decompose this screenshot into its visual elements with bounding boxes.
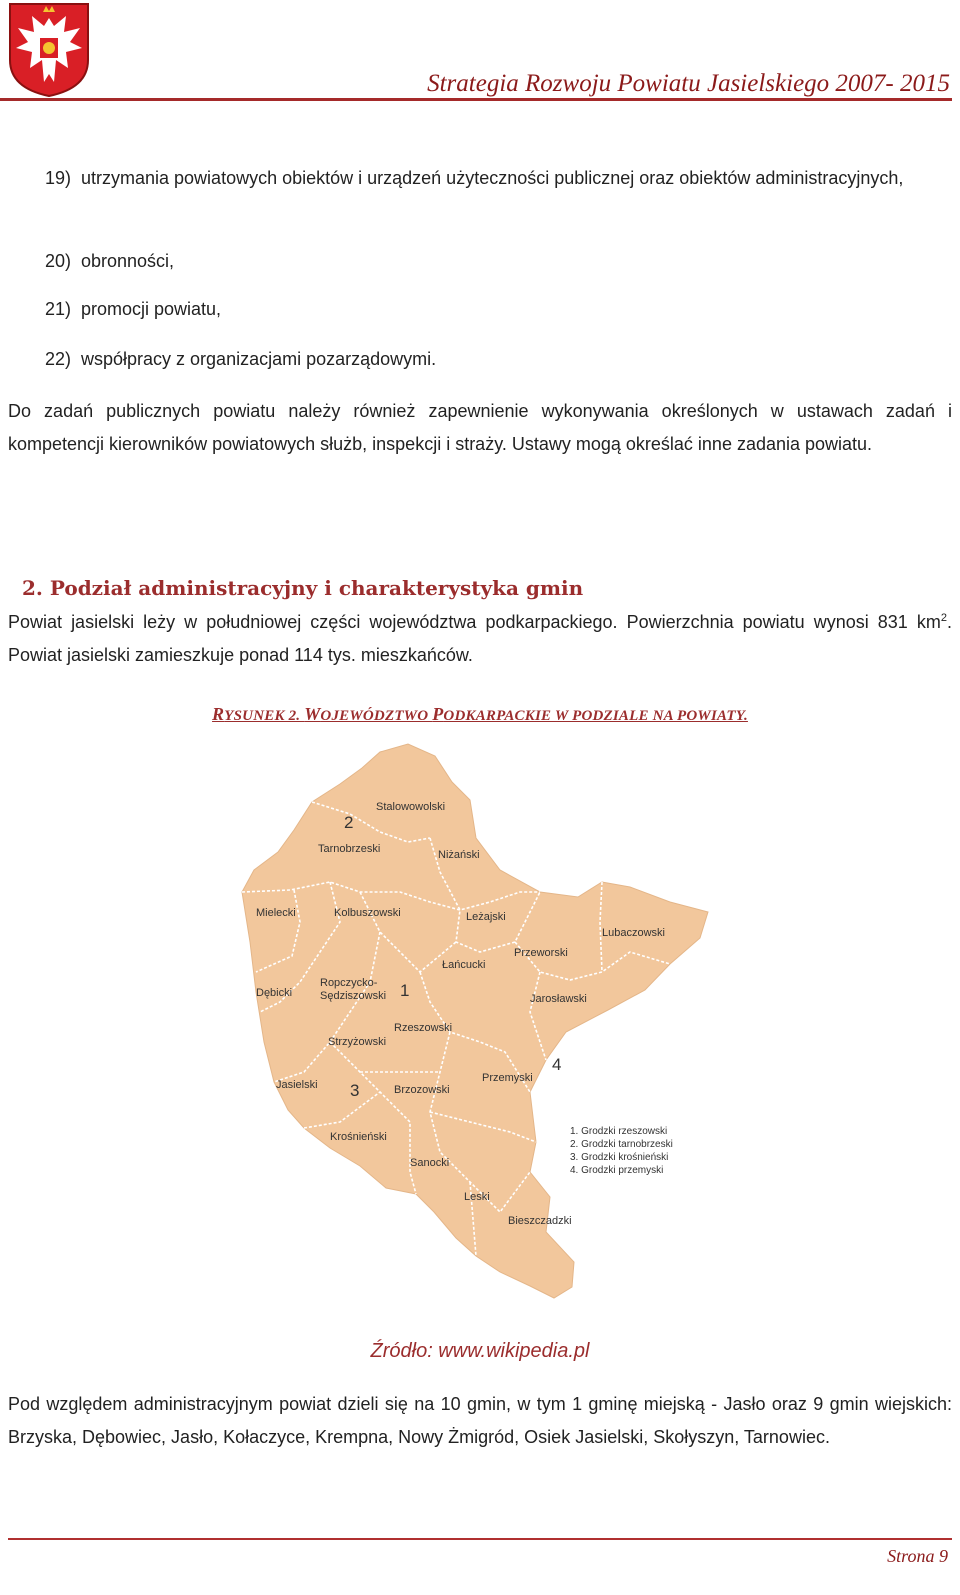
district-label: Kolbuszowski — [334, 907, 401, 919]
list-item — [45, 294, 952, 325]
city-marker: 4 — [552, 1055, 562, 1074]
list-item-number: 19) — [45, 168, 72, 188]
district-label: Krośnieński — [330, 1131, 387, 1143]
district-label: Bieszczadzki — [508, 1215, 572, 1227]
legend-entry: 3. Grodzki krośnieński — [570, 1152, 669, 1163]
list-item — [45, 344, 952, 375]
county-crest-eagle-icon — [8, 2, 90, 98]
location-text-part1: Powiat jasielski leży w południowej części województwa podkarpackiego. Powierzchnia powiatu wynosi 831 km — [8, 612, 941, 632]
district-label: Sanocki — [410, 1157, 450, 1169]
district-label: Łańcucki — [442, 959, 486, 971]
section-heading — [22, 576, 583, 600]
list-item-text: obronności, — [81, 251, 175, 271]
public-tasks-paragraph: Do zadań publicznych powiatu należy również zapewnienie wykonywania określonych w ustawach zadań i kompetencji kierowników powiatowych służb, inspekcji i straży. Ustawy mogą określać inne zadania powiatu. — [8, 401, 952, 454]
map-outline — [242, 744, 708, 1298]
district-label: Lubaczowski — [602, 927, 665, 939]
list-item-number: 20) — [45, 251, 72, 271]
footer-divider — [8, 1538, 952, 1540]
podkarpackie-districts-map — [230, 742, 710, 1302]
area-unit-superscript: 2 — [940, 612, 947, 624]
location-paragraph — [8, 606, 952, 672]
district-label: Niżański — [438, 849, 480, 861]
district-label: Przeworski — [514, 947, 568, 959]
district-label: Sędziszowski — [320, 990, 387, 1002]
legend-entry: 4. Grodzki przemyski — [570, 1165, 664, 1176]
district-label: Mielecki — [256, 907, 296, 919]
district-label: Leżajski — [466, 911, 506, 923]
district-label: Brzozowski — [394, 1084, 450, 1096]
document-header-title: Strategia Rozwoju Powiatu Jasielskiego 2007- 2015 — [427, 70, 950, 97]
district-label: Przemyski — [482, 1072, 533, 1084]
district-label: Jarosławski — [530, 993, 587, 1005]
list-item-number: 22) — [45, 349, 72, 369]
district-label: Tarnobrzeski — [318, 843, 381, 855]
section-title: Podział administracyjny i charakterystyka gmin — [49, 576, 584, 600]
map-legend — [570, 1126, 673, 1176]
district-label: Rzeszowski — [394, 1022, 453, 1034]
list-item — [45, 246, 952, 277]
page-number: Strona 9 — [887, 1546, 948, 1566]
list-item-text: promocji powiatu, — [81, 299, 222, 319]
district-label: Strzyżowski — [328, 1036, 387, 1048]
gminy-paragraph: Pod względem administracyjnym powiat dzieli się na 10 gmin, w tym 1 gminę miejską - Jasło oraz 9 gmin wiejskich: Brzyska, Dębowiec, Jasło, Kołaczyce, Krempna, Nowy Żmigród, Osiek Jasielski, Skołyszyn, Tarnowiec. — [8, 1394, 952, 1447]
district-label: Dębicki — [256, 987, 293, 999]
list-item-text: utrzymania powiatowych obiektów i urządzeń użyteczności publicznej oraz obiektów administracyjnych, — [81, 168, 904, 188]
district-label: Jasielski — [276, 1079, 318, 1091]
section-number: 2. — [22, 576, 43, 600]
district-label: Leski — [464, 1191, 490, 1203]
list-item — [45, 163, 952, 194]
district-label: Ropczycko- — [320, 977, 378, 989]
city-marker: 1 — [400, 981, 410, 1000]
location-text-part2: . Powiat jasielski zamieszkuje ponad 114 tys. mieszkańców. — [8, 612, 952, 665]
district-label: Stalowowolski — [376, 801, 446, 813]
city-marker: 3 — [350, 1081, 360, 1100]
list-item-number: 21) — [45, 299, 72, 319]
figure-source: Źródło: www.wikipedia.pl — [370, 1340, 590, 1362]
city-marker: 2 — [344, 813, 354, 832]
header-divider — [0, 98, 952, 101]
legend-entry: 2. Grodzki tarnobrzeski — [570, 1139, 673, 1150]
legend-entry: 1. Grodzki rzeszowski — [570, 1126, 668, 1137]
figure-caption: RYSUNEK 2. WOJEWÓDZTWO PODKARPACKIE W PODZIALE NA POWIATY. — [212, 704, 748, 724]
list-item-text: współpracy z organizacjami pozarządowymi. — [81, 349, 437, 369]
